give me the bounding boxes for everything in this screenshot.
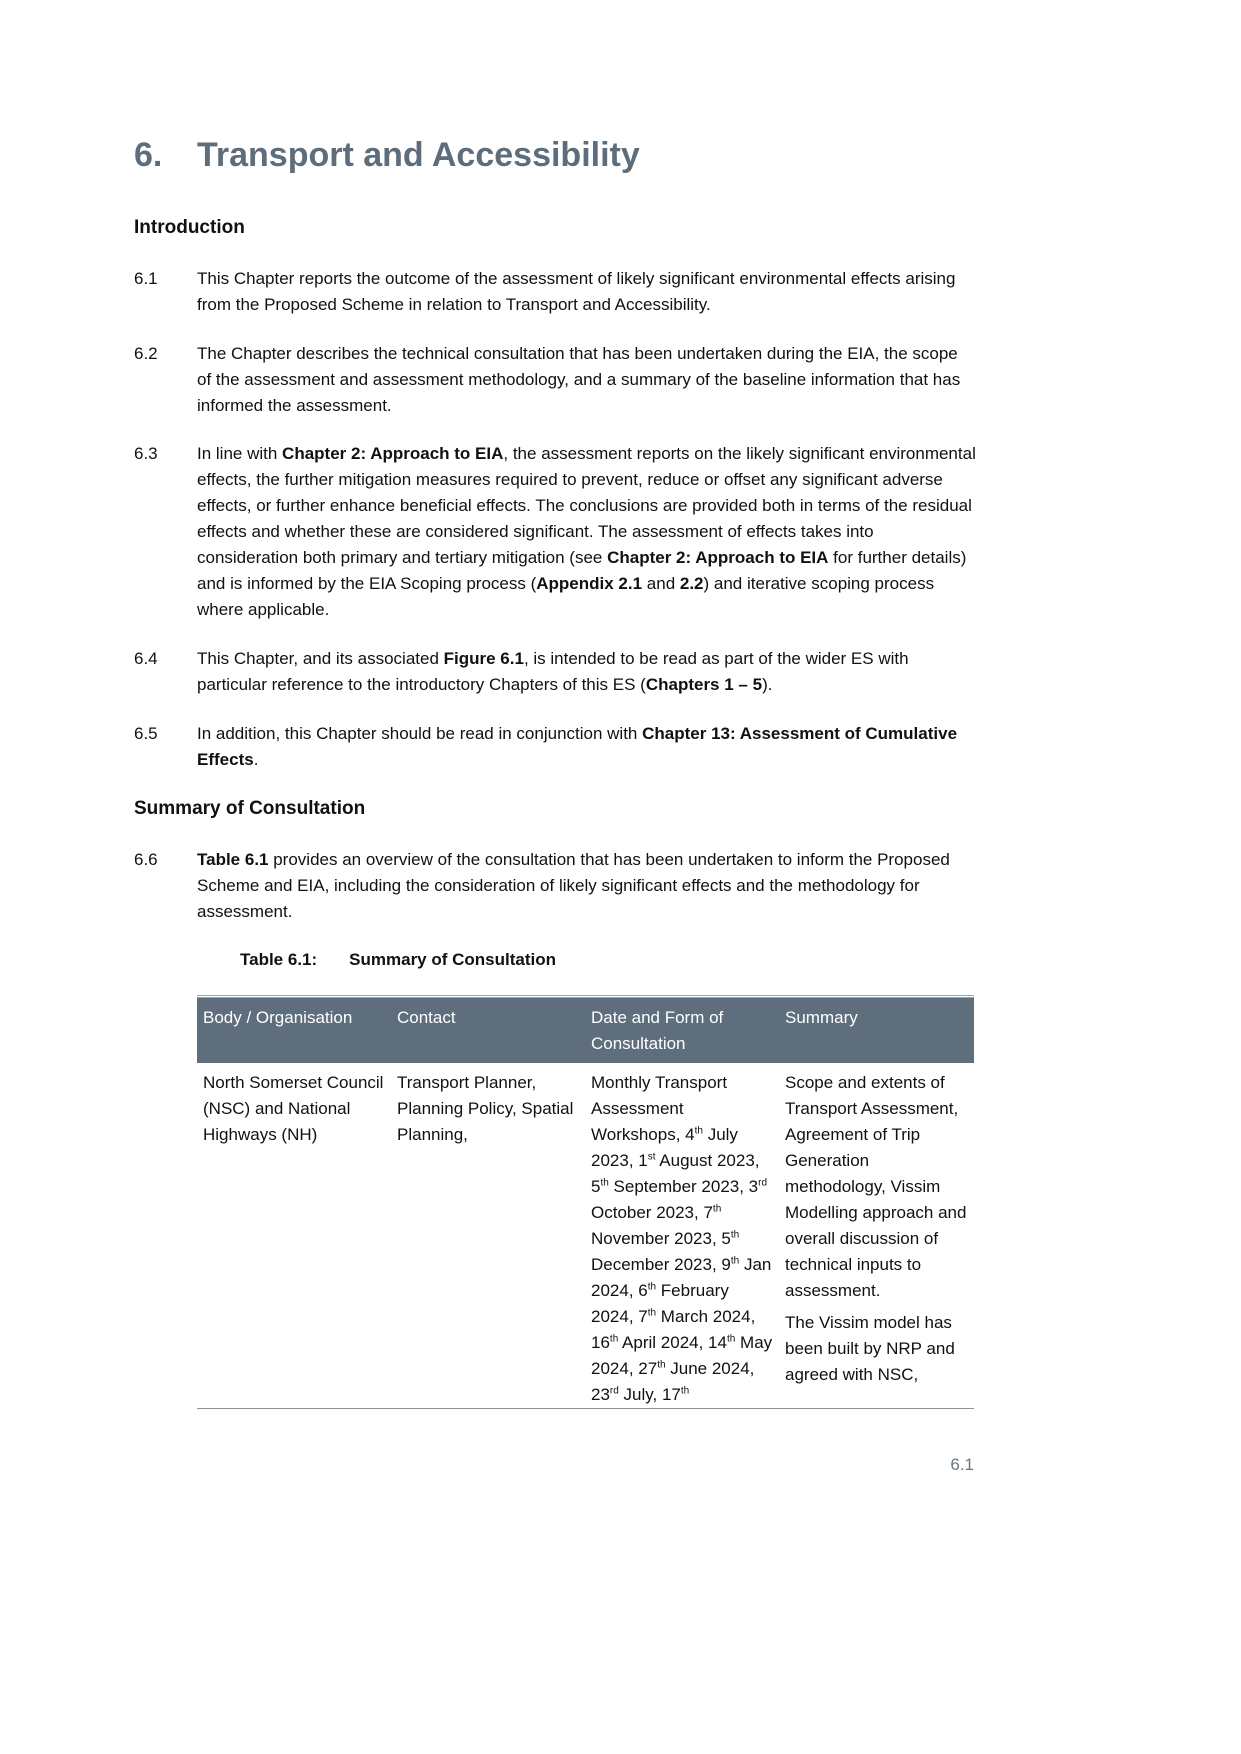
chapter-number: 6. <box>134 136 163 174</box>
paragraph <box>134 721 976 773</box>
text-run: March 2024, 16 <box>591 1307 756 1352</box>
chapter-title-text: Transport and Accessibility <box>197 136 640 174</box>
table-caption-label: Table 6.1: <box>240 950 318 969</box>
summary-part: Scope and extents of Transport Assessment, Agreement of Trip Generation methodology, Vissim Modelling approach and overall discussion of technical inputs to assessment. <box>785 1073 967 1300</box>
ordinal-suffix: th <box>694 1125 703 1137</box>
cell-body: North Somerset Council (NSC) and National Highways (NH) <box>203 1073 384 1144</box>
summary-part: The Vissim model has been built by NRP and agreed with NSC, <box>785 1313 955 1384</box>
text-run: This Chapter reports the outcome of the assessment of likely significant environmental effects arising from the Proposed Scheme in relation to Transport and Accessibility. <box>197 269 956 314</box>
text-run: In line with <box>197 444 283 463</box>
paragraph <box>134 441 976 623</box>
ordinal-suffix: st <box>647 1151 656 1163</box>
bold-reference: Chapter 2: Approach to EIA <box>282 444 504 463</box>
text-run: July, 17 <box>618 1385 681 1404</box>
text-run: August 2023, 5 <box>591 1151 760 1196</box>
text-run: , the assessment reports on the likely significant environmental effects, the further mitigation measures required to prevent, reduce or offset any significant adverse effects, or further enhance beneficial effects. The conclusions are provided both in terms of the residual effects and whether these are considered significant. The assessment of effects takes into consideration both primary and tertiary mitigation (see <box>197 444 976 567</box>
bold-reference: 2.2 <box>679 574 704 593</box>
ordinal-suffix: th <box>609 1333 619 1345</box>
paragraph-number: 6.3 <box>134 444 158 463</box>
paragraph <box>134 266 976 318</box>
bold-reference: Chapter 13: Assessment of Cumulative Effects <box>197 724 958 769</box>
ordinal-suffix: rd <box>758 1177 768 1189</box>
text-run: and <box>642 574 680 593</box>
text-run: September 2023, 3 <box>608 1177 759 1196</box>
ordinal-suffix: th <box>680 1385 690 1397</box>
header-body: Body / Organisation <box>203 1008 353 1027</box>
table-row <box>197 1063 974 1409</box>
paragraph-number: 6.4 <box>134 649 158 668</box>
header-date: Date and Form of Consultation <box>591 1008 724 1053</box>
page-number: 6.1 <box>950 1455 974 1474</box>
text-run: In addition, this Chapter should be read in conjunction with <box>197 724 643 743</box>
paragraph-number: 6.6 <box>134 850 158 869</box>
ordinal-suffix: th <box>726 1333 736 1345</box>
paragraph-number: 6.5 <box>134 724 158 743</box>
text-run: provides an overview of the consultation that has been undertaken to inform the Proposed Scheme and EIA, including the consideration of likely significant effects and the methodology for assessment. <box>197 850 950 921</box>
paragraph-text <box>197 441 976 623</box>
text-run: , is intended to be read as part of the wider ES with particular reference to the introductory Chapters of this ES ( <box>197 649 909 694</box>
cell-summary <box>779 1063 974 1409</box>
ordinal-suffix: th <box>730 1229 740 1241</box>
text-run: June 2024, 23 <box>591 1359 755 1404</box>
text-run: July 2023, 1 <box>591 1125 738 1170</box>
paragraph-text <box>197 341 976 419</box>
section-heading-introduction: Introduction <box>134 217 245 238</box>
ordinal-suffix: th <box>730 1255 740 1267</box>
header-contact: Contact <box>397 1008 456 1027</box>
bold-reference: Figure 6.1 <box>443 649 524 668</box>
ordinal-suffix: th <box>600 1177 609 1189</box>
text-run: April 2024, 14 <box>618 1333 727 1352</box>
paragraph-text <box>197 646 976 698</box>
bold-reference: Appendix 2.1 <box>536 574 643 593</box>
text-run: for further details) and is informed by the EIA Scoping process ( <box>197 548 967 593</box>
paragraph-text <box>197 847 976 925</box>
paragraph <box>134 646 976 698</box>
text-run: This Chapter, and its associated <box>197 649 444 668</box>
ordinal-suffix: th <box>647 1307 657 1319</box>
bold-reference: Table 6.1 <box>197 850 269 869</box>
paragraph <box>134 341 976 419</box>
consultation-table <box>197 995 974 1409</box>
ordinal-suffix: th <box>712 1203 722 1215</box>
text-run: May 2024, 27 <box>591 1333 773 1378</box>
text-run: Monthly Transport Assessment Workshops, 4 <box>591 1073 728 1144</box>
cell-contact: Transport Planner, Planning Policy, Spatial Planning, <box>397 1073 574 1144</box>
text-run: October 2023, 7 <box>591 1203 713 1222</box>
ordinal-suffix: rd <box>609 1385 619 1397</box>
bold-reference: Chapters 1 – 5 <box>645 675 763 694</box>
bold-reference: Chapter 2: Approach to EIA <box>607 548 829 567</box>
text-run: Jan 2024, 6 <box>591 1255 772 1300</box>
paragraph <box>134 847 976 925</box>
table-caption <box>240 950 556 970</box>
paragraph-number: 6.2 <box>134 344 158 363</box>
text-run: ) and iterative scoping process where applicable. <box>197 574 935 619</box>
cell-date <box>585 1063 779 1409</box>
ordinal-suffix: th <box>657 1359 666 1371</box>
text-run: February 2024, 7 <box>591 1281 729 1326</box>
header-summary: Summary <box>785 1008 858 1027</box>
paragraph-text <box>197 721 976 773</box>
text-run: . <box>253 750 259 769</box>
paragraph-number: 6.1 <box>134 269 158 288</box>
text-run: December 2023, 9 <box>591 1255 731 1274</box>
ordinal-suffix: th <box>647 1281 657 1293</box>
table-header-row <box>197 997 974 1064</box>
chapter-title <box>134 136 640 175</box>
table-caption-title: Summary of Consultation <box>349 950 557 969</box>
paragraph-text <box>197 266 976 318</box>
text-run: ). <box>762 675 773 694</box>
section-heading-consultation: Summary of Consultation <box>134 798 366 819</box>
text-run: The Chapter describes the technical consultation that has been undertaken during the EIA, the scope of the assessment and assessment methodology, and a summary of the baseline information that has informed the assessment. <box>197 344 961 415</box>
text-run: November 2023, 5 <box>591 1229 731 1248</box>
